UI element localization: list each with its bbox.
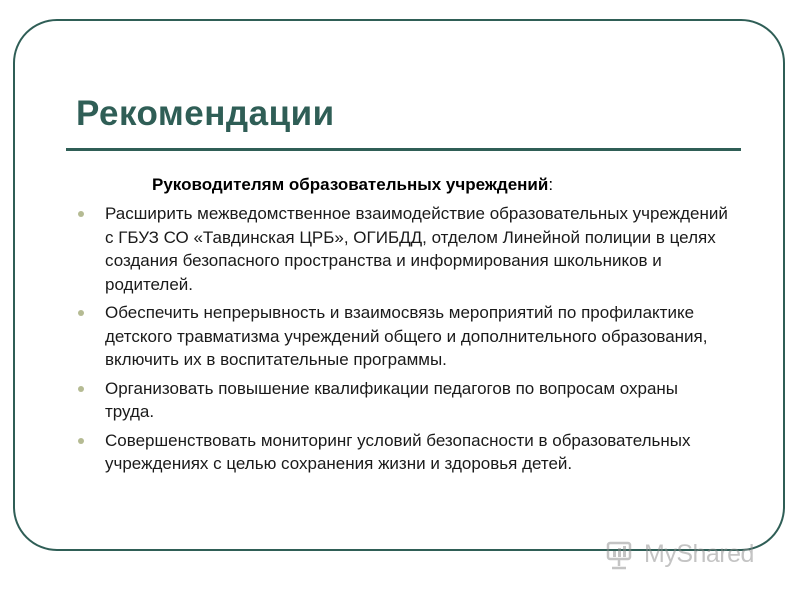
list-item <box>78 301 728 372</box>
subtitle-text: Руководителям образовательных учреждений <box>152 175 549 194</box>
slide-title: Рекомендации <box>76 94 335 133</box>
list-item <box>78 377 728 424</box>
watermark-text: MyShared <box>644 540 754 568</box>
bullet-icon <box>78 386 84 392</box>
title-divider <box>66 148 741 151</box>
list-item <box>78 429 728 476</box>
list-item-text: Совершенствовать мониторинг условий безопасности в образовательных учреждениях с целью сохранения жизни и здоровья детей. <box>105 430 691 473</box>
list-item <box>78 202 728 296</box>
watermark <box>606 538 778 572</box>
myshared-logo-icon <box>606 539 640 571</box>
recommendation-list <box>78 202 728 481</box>
list-item-text: Обеспечить непрерывность и взаимосвязь мероприятий по профилактике детского травматизма учреждений общего и дополнительного образования, включить их в воспитательные программы. <box>105 303 708 369</box>
subtitle-suffix: : <box>548 175 554 194</box>
bullet-icon <box>78 211 84 217</box>
bullet-icon <box>78 438 84 444</box>
list-item-text: Организовать повышение квалификации педагогов по вопросам охраны труда. <box>105 378 679 421</box>
bullet-icon <box>78 310 84 316</box>
list-item-text: Расширить межведомственное взаимодействие образовательных учреждений с ГБУЗ СО «Тавдинская ЦРБ», ОГИБДД, отделом Линейной полиции в целях создания безопасного пространства и информирования школьников и родителей. <box>105 204 728 294</box>
subtitle <box>152 175 553 195</box>
